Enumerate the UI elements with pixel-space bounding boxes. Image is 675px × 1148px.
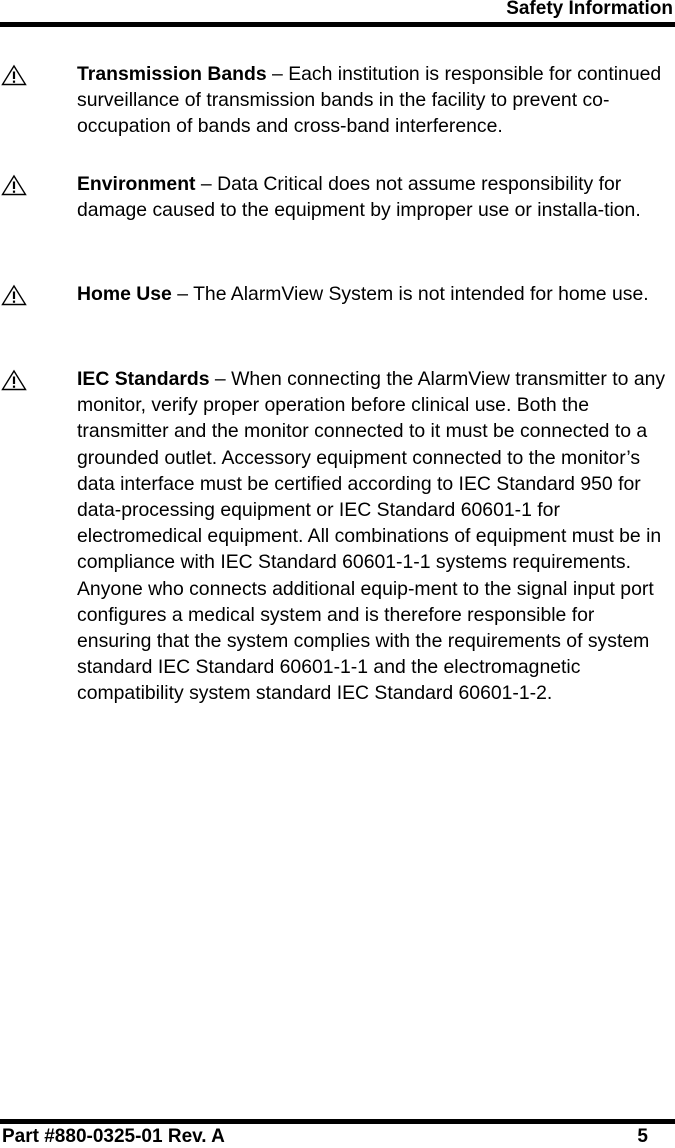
entry-separator: –: [266, 63, 289, 85]
page-number: 5: [637, 1126, 648, 1147]
entry-text: [77, 171, 674, 223]
entry-text: [77, 61, 674, 140]
header-rule: [0, 22, 675, 27]
entry-text: [77, 366, 674, 707]
page-header-title: Safety Information: [506, 0, 673, 19]
entry-title: IEC Standards: [77, 368, 210, 390]
warning-triangle-icon: [1, 64, 27, 86]
warning-triangle-icon: [1, 284, 27, 306]
entry-separator: –: [209, 368, 232, 390]
footer-part-number: Part #880-0325-01 Rev. A: [2, 1126, 225, 1147]
entry-text: [77, 281, 674, 307]
entry-body: The AlarmView System is not intended for home use.: [193, 283, 649, 305]
footer-rule: [0, 1119, 675, 1124]
entry-body: Each institution is responsible for continued surveillance of transmission bands in the facility to prevent co-occupation of bands and cross-band interference.: [77, 63, 662, 138]
entry-title: Transmission Bands: [77, 63, 267, 85]
entry-title: Home Use: [77, 283, 172, 305]
entry-body: When connecting the AlarmView transmitter to any monitor, verify proper operation before clinical use. Both the transmitter and the monitor connected to it must be connected to a grounded outlet. Accessory equipment connected to the monitor’s data interface must be certified according to IEC Standard 950 for data-processing equipment or IEC Standard 60601-1 for electromedical equipment. All combinations of equipment must be in compliance with IEC Standard 60601-1-1 systems requirements. Anyone who connects additional equip-ment to the signal input port configures a medical system and is therefore responsible for ensuring that the system complies with the requirements of system standard IEC Standard 60601-1-1 and the electromagnetic compatibility system standard IEC Standard 60601-1-2.: [77, 368, 666, 705]
warning-triangle-icon: [1, 174, 27, 196]
warning-triangle-icon: [1, 369, 27, 391]
entry-body: Data Critical does not assume responsibility for damage caused to the equipment by improper use or installa-tion.: [77, 173, 641, 222]
entry-title: Environment: [77, 173, 196, 195]
entry-separator: –: [171, 283, 194, 305]
entry-separator: –: [195, 173, 218, 195]
